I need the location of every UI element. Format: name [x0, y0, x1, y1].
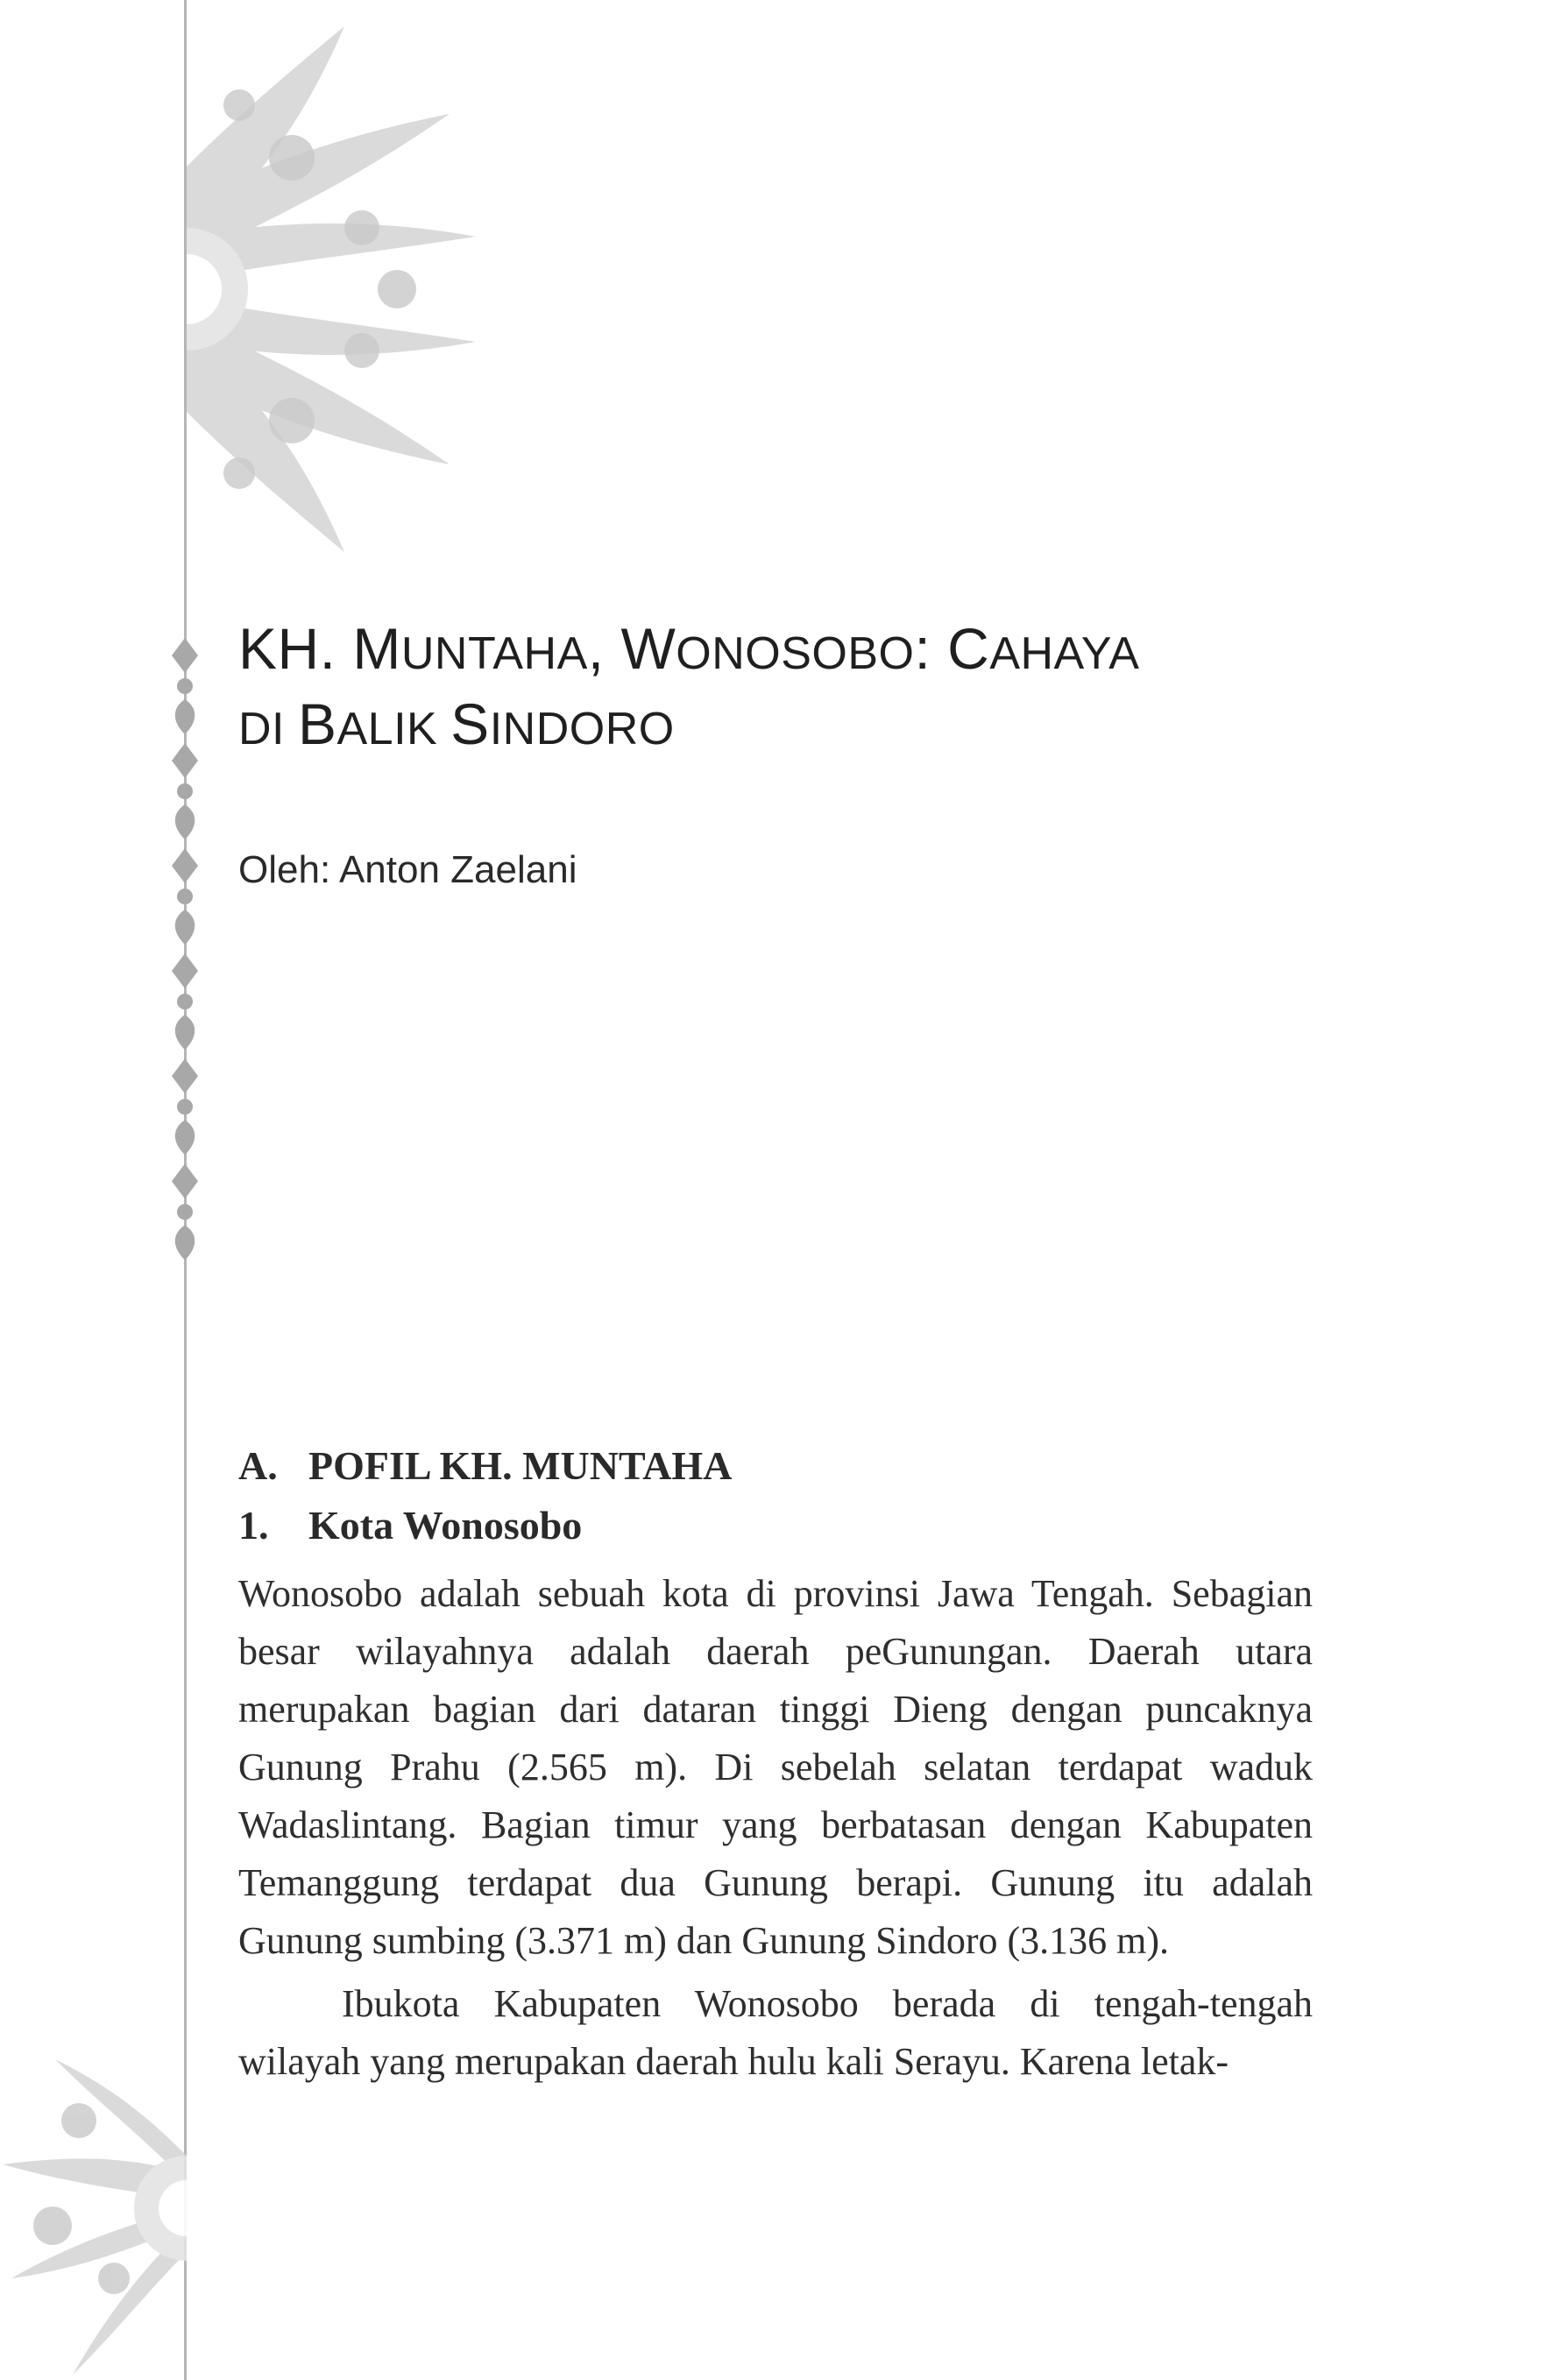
title-part: ALIK [336, 704, 451, 754]
mandala-ornament-bottom-icon [0, 2051, 187, 2380]
section-label: POFIL KH. MUNTAHA [308, 1443, 733, 1488]
decorative-chain-icon [163, 638, 207, 1286]
subsection-label: Kota Wonosobo [308, 1503, 583, 1548]
title-part: DI [238, 704, 298, 754]
title-line-2 [238, 691, 675, 756]
title-part: UNTAHA [400, 628, 588, 679]
title-part: ONOSOBO [676, 628, 915, 679]
title-line-1 [238, 616, 1139, 681]
author-byline: Oleh: Anton Zaelani [238, 848, 577, 891]
subsection-number: 1. [238, 1503, 269, 1548]
body-text [238, 1565, 1313, 2096]
title-part: INDORO [489, 704, 675, 754]
subsection-heading [238, 1502, 582, 1548]
paragraph: Ibukota Kabupaten Wonosobo berada di tengah-tengah wilayah yang merupakan daerah hulu kali Serayu. Karena letak- [238, 1982, 1313, 2083]
paragraph: Wonosobo adalah sebuah kota di provinsi Jawa Tengah. Sebagian besar wilayahnya adalah daerah peGunungan. Daerah utara merupakan bagian dari dataran tinggi Dieng dengan puncaknya Gunung Prahu (2.565 m). Di sebelah selatan terdapat waduk Wadaslintang. Bagian timur yang berbatasan dengan Kabupaten Temanggung terdapat dua Gunung berapi. Gunung itu adalah Gunung sumbing (3.371 m) dan Gunung Sindoro (3.136 m). [238, 1572, 1313, 1962]
section-heading [238, 1442, 732, 1489]
title-part: AHAYA [989, 628, 1140, 679]
title-part: S [450, 691, 490, 756]
chapter-title [238, 613, 1413, 764]
mandala-ornament-top-icon [187, 0, 485, 596]
title-part: KH. M [238, 616, 401, 681]
title-part: B [297, 691, 337, 756]
title-part: : C [914, 616, 990, 681]
title-part: , W [587, 616, 676, 681]
section-number: A. [238, 1443, 278, 1488]
